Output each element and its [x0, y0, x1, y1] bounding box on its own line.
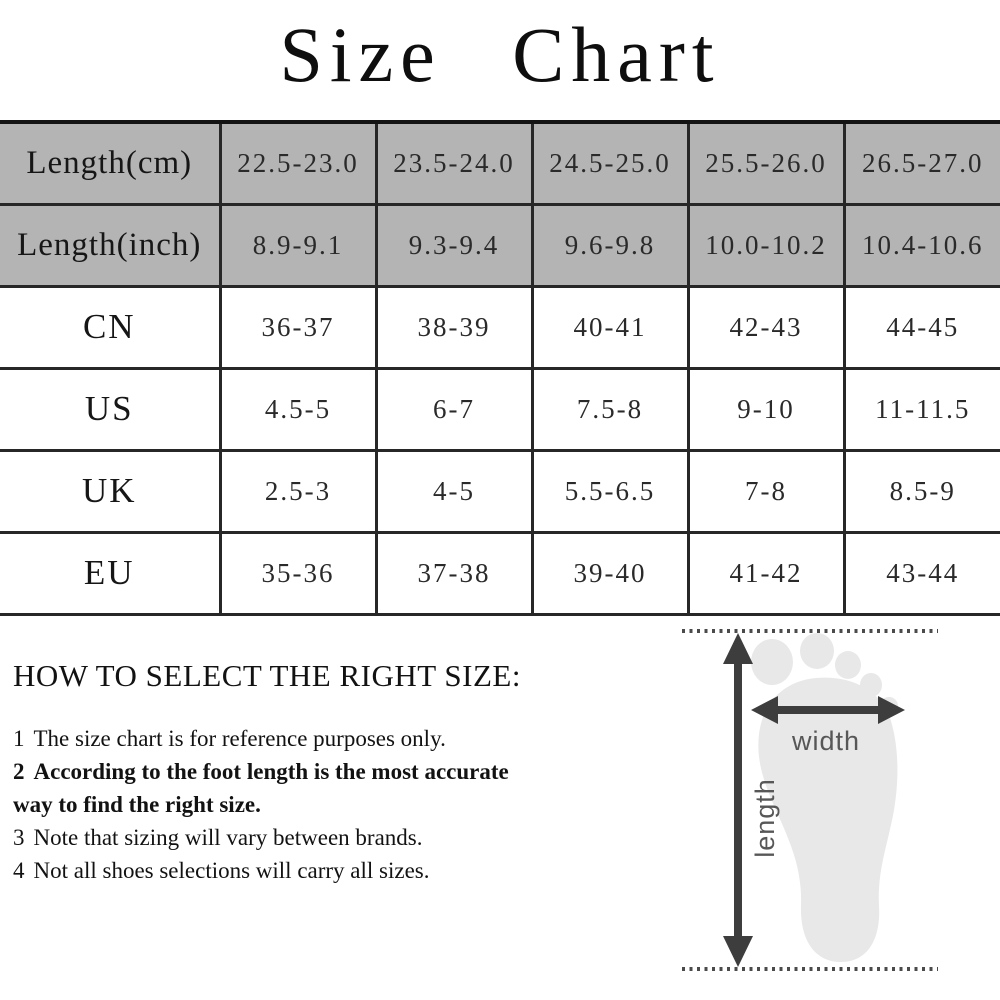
table-cell: 5.5-6.5	[532, 450, 688, 532]
item-text: Not all shoes selections will carry all sizes.	[33, 858, 430, 883]
table-cell: 35-36	[220, 532, 376, 614]
guide-item	[13, 821, 631, 854]
table-cell: 39-40	[532, 532, 688, 614]
table-cell: 22.5-23.0	[220, 122, 376, 204]
size-table	[0, 120, 1000, 616]
table-cell: 38-39	[376, 286, 532, 368]
row-label: Length(inch)	[0, 204, 220, 286]
length-label: length	[750, 778, 780, 858]
foot-measure-diagram	[620, 618, 1000, 998]
row-label: Length(cm)	[0, 122, 220, 204]
size-guide-section	[13, 658, 631, 887]
table-cell: 9.6-9.8	[532, 204, 688, 286]
table-cell: 42-43	[688, 286, 844, 368]
arrowhead-down	[723, 936, 753, 967]
fourth-toe	[860, 673, 882, 697]
item-number: 4	[13, 858, 25, 883]
table-cell: 41-42	[688, 532, 844, 614]
item-text: According to the foot length is the most accurate way to find the right size.	[13, 759, 509, 817]
big-toe	[751, 639, 793, 685]
table-cell: 7.5-8	[532, 368, 688, 450]
item-number: 3	[13, 825, 25, 850]
table-cell: 2.5-3	[220, 450, 376, 532]
table-cell: 9-10	[688, 368, 844, 450]
table-cell: 10.4-10.6	[844, 204, 1000, 286]
table-cell: 25.5-26.0	[688, 122, 844, 204]
table-row-length-cm	[0, 122, 1000, 204]
table-cell: 43-44	[844, 532, 1000, 614]
table-cell: 10.0-10.2	[688, 204, 844, 286]
table-row-us	[0, 368, 1000, 450]
table-cell: 4-5	[376, 450, 532, 532]
table-row-uk	[0, 450, 1000, 532]
row-label: US	[0, 368, 220, 450]
table-cell: 11-11.5	[844, 368, 1000, 450]
table-cell: 8.5-9	[844, 450, 1000, 532]
table-cell: 23.5-24.0	[376, 122, 532, 204]
table-cell: 8.9-9.1	[220, 204, 376, 286]
table-row-eu	[0, 532, 1000, 614]
table-cell: 6-7	[376, 368, 532, 450]
table-cell: 9.3-9.4	[376, 204, 532, 286]
table-cell: 24.5-25.0	[532, 122, 688, 204]
item-number: 1	[13, 726, 25, 751]
item-text: Note that sizing will vary between brands.	[33, 825, 423, 850]
table-cell: 40-41	[532, 286, 688, 368]
guide-item	[13, 755, 518, 821]
table-cell: 26.5-27.0	[844, 122, 1000, 204]
length-arrow	[723, 633, 753, 967]
page-title: Size Chart	[279, 11, 721, 98]
table-row-cn	[0, 286, 1000, 368]
table-cell: 7-8	[688, 450, 844, 532]
third-toe	[835, 651, 861, 679]
row-label: CN	[0, 286, 220, 368]
arrowhead-up	[723, 633, 753, 664]
guide-item	[13, 854, 631, 887]
second-toe	[800, 633, 834, 669]
table-cell: 44-45	[844, 286, 1000, 368]
guide-heading: HOW TO SELECT THE RIGHT SIZE:	[13, 658, 521, 693]
table-cell: 4.5-5	[220, 368, 376, 450]
table-cell: 36-37	[220, 286, 376, 368]
row-label: EU	[0, 532, 220, 614]
width-label: width	[791, 726, 861, 756]
item-text: The size chart is for reference purposes only.	[33, 726, 446, 751]
guide-item	[13, 722, 631, 755]
row-label: UK	[0, 450, 220, 532]
table-cell: 37-38	[376, 532, 532, 614]
table-row-length-inch	[0, 204, 1000, 286]
item-number: 2	[13, 759, 25, 784]
